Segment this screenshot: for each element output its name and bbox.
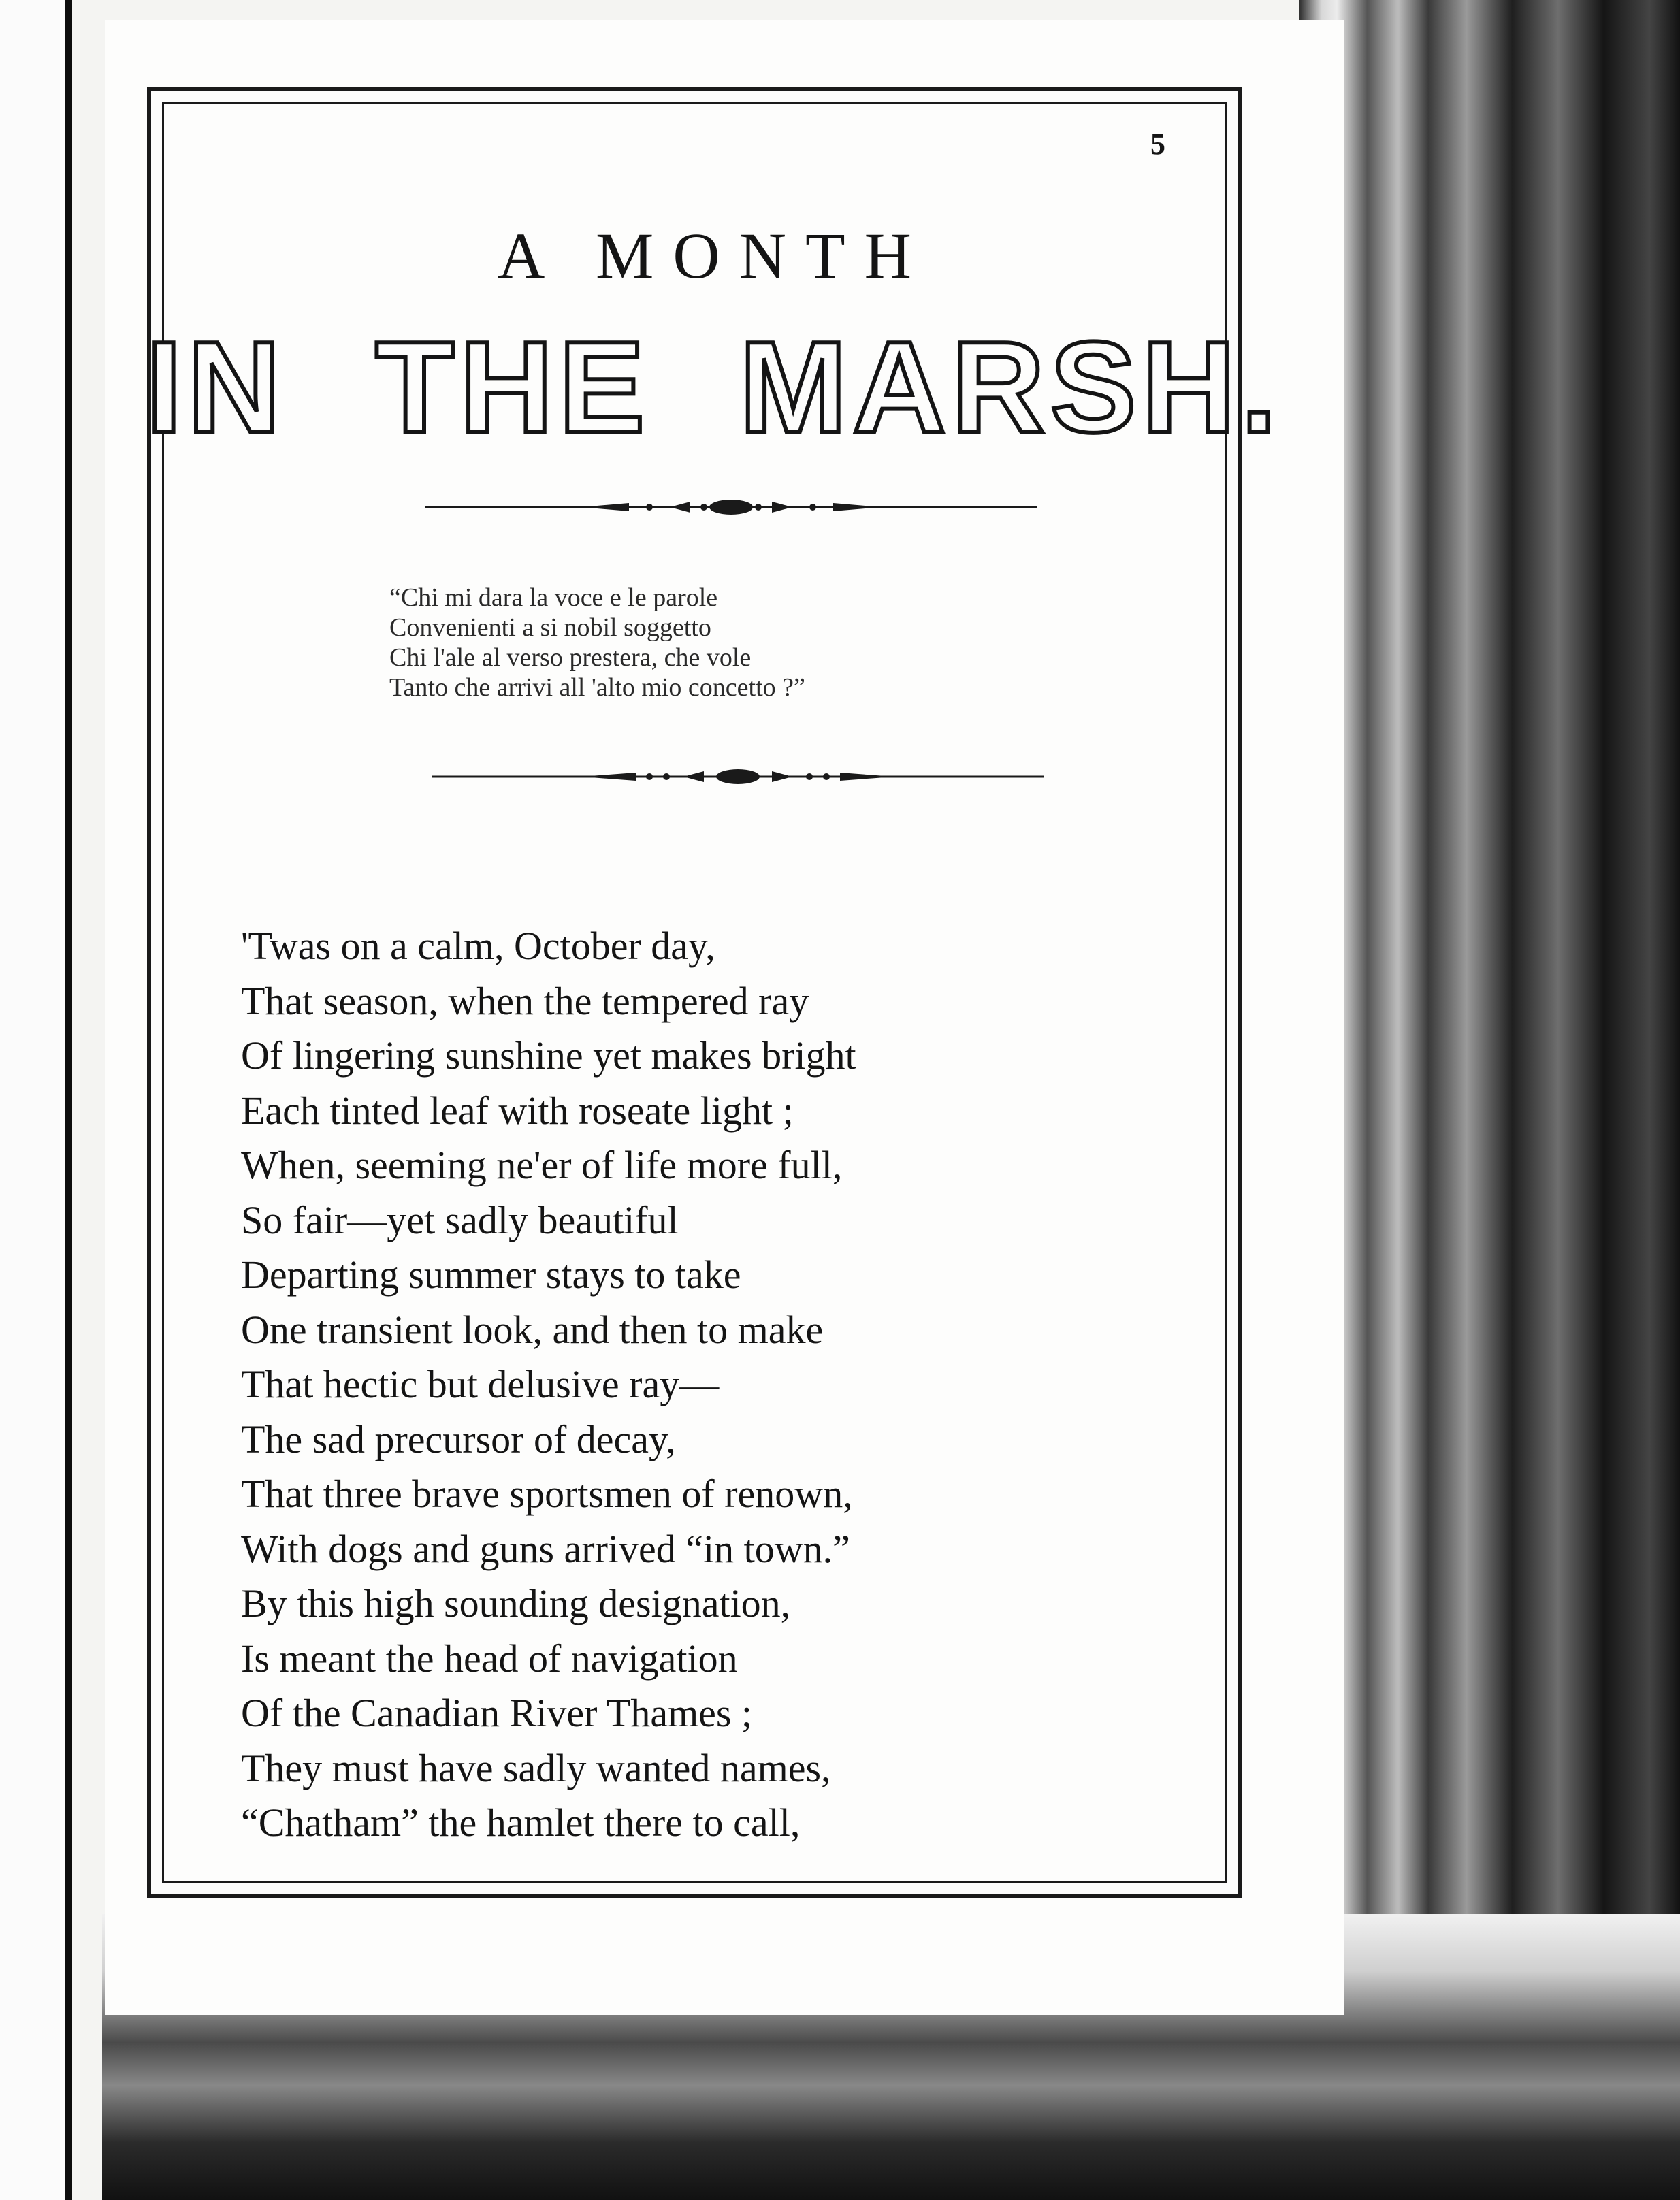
epigraph-line: Tanto che arrivi all 'alto mio concetto ?” (389, 673, 805, 702)
book-edge-right (1299, 0, 1680, 2200)
poem-line: They must have sadly wanted names, (241, 1745, 831, 1790)
poem-line: With dogs and guns arrived “in town.” (241, 1526, 850, 1571)
epigraph-line: Chi l'ale al verso prestera, che vole (389, 643, 752, 672)
book-page (105, 20, 1344, 2015)
poem-text (241, 919, 1194, 1851)
poem-line: 'Twas on a calm, October day, (241, 924, 715, 968)
left-facing-page (0, 0, 65, 2200)
poem-line: That hectic but delusive ray— (241, 1362, 720, 1406)
poem-line: One transient look, and then to make (241, 1307, 824, 1352)
epigraph-line: “Chi mi dara la voce e le parole (389, 583, 718, 612)
page-number: 5 (1150, 127, 1165, 161)
poem-line: So fair—yet sadly beautiful (241, 1197, 679, 1242)
epigraph-line: Convenienti a si nobil soggetto (389, 613, 711, 642)
title-line-2: IN THE MARSH. (146, 315, 1282, 459)
poem-line: Departing summer stays to take (241, 1252, 741, 1297)
epigraph (389, 583, 1138, 702)
title-line-1: A MONTH (497, 219, 931, 292)
poem-line: Of lingering sunshine yet makes bright (241, 1033, 856, 1078)
poem-line: Of the Canadian River Thames ; (241, 1691, 753, 1735)
poem-line: Each tinted leaf with roseate light ; (241, 1088, 794, 1133)
poem-line: That three brave sportsmen of renown, (241, 1472, 853, 1516)
poem-line: That season, when the tempered ray (241, 978, 809, 1023)
poem-line: Is meant the head of navigation (241, 1636, 738, 1681)
ornament-divider-bottom (432, 766, 1044, 787)
poem-line: The sad precursor of decay, (241, 1417, 676, 1461)
poem-line: “Chatham” the hamlet there to call, (241, 1800, 801, 1845)
poem-line: By this high sounding designation, (241, 1581, 791, 1625)
poem-line: When, seeming ne'er of life more full, (241, 1143, 843, 1187)
gutter-line (65, 0, 72, 2200)
ornament-divider-top (425, 497, 1037, 517)
